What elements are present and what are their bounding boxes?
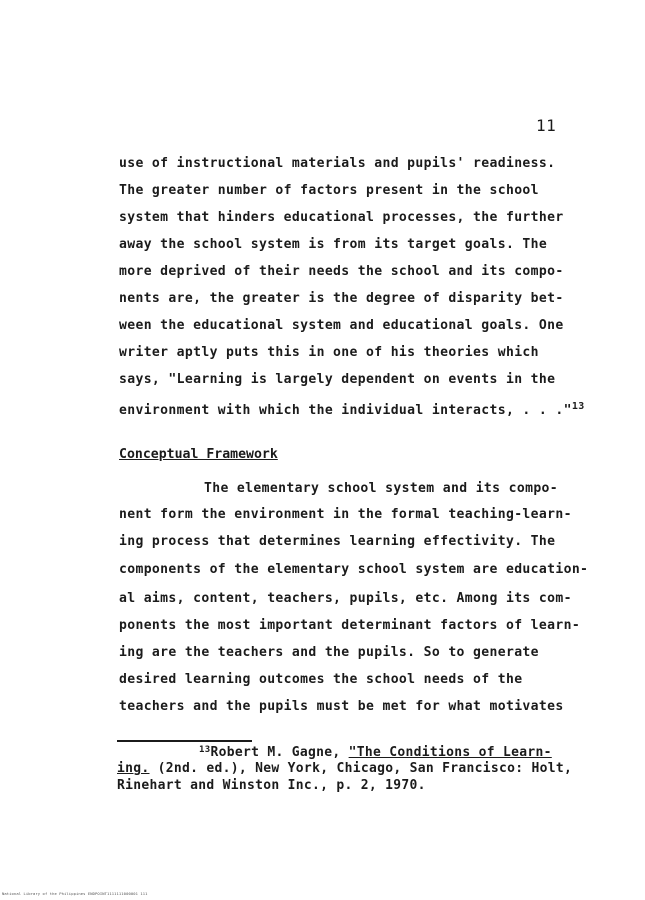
- text-line: nents are, the greater is the degree of disparity bet-: [119, 291, 564, 306]
- text-line: writer aptly puts this in one of his theories which: [119, 345, 539, 360]
- footnote-reference: 13: [571, 401, 585, 412]
- text-line: ing process that determines learning effectivity. The: [119, 534, 556, 549]
- text-line: ween the educational system and educational goals. One: [119, 318, 564, 333]
- footnote-line: [117, 761, 572, 776]
- section-heading: Conceptual Framework: [119, 447, 278, 462]
- text-line: desired learning outcomes the school needs of the: [119, 672, 523, 687]
- text-fragment: environment with which the individual interacts, . . .": [119, 403, 572, 418]
- page-number: 11: [536, 116, 557, 135]
- text-line: away the school system is from its target goals. The: [119, 237, 548, 252]
- text-line: nent form the environment in the formal teaching-learn-: [119, 507, 572, 522]
- footnote-marker: 13: [199, 745, 211, 755]
- footnote-title-continued: ing.: [117, 761, 150, 776]
- text-line: ponents the most important determinant factors of learn-: [119, 618, 581, 633]
- text-line: use of instructional materials and pupils' readiness.: [119, 156, 556, 171]
- text-line: The elementary school system and its compo-: [204, 481, 559, 496]
- footnote-divider: [117, 740, 252, 742]
- text-line: The greater number of factors present in the school: [119, 183, 539, 198]
- text-line: system that hinders educational processes, the further: [119, 210, 564, 225]
- text-line: says, "Learning is largely dependent on events in the: [119, 372, 556, 387]
- text-line: al aims, content, teachers, pupils, etc. Among its com-: [119, 591, 572, 606]
- text-line: more deprived of their needs the school and its compo-: [119, 264, 564, 279]
- text-line: components of the elementary school system are education-: [119, 562, 589, 577]
- text-line: ing are the teachers and the pupils. So to generate: [119, 645, 539, 660]
- footnote-author: Robert M. Gagne,: [210, 745, 341, 760]
- footnote-publication: (2nd. ed.), New York, Chicago, San Francisco: Holt,: [157, 761, 573, 776]
- footnote-title: "The Conditions of Learn-: [348, 745, 552, 760]
- archive-footer: National Library of the Philippines ENDPOINT1111111000001 111: [2, 891, 148, 896]
- text-line: teachers and the pupils must be met for what motivates: [119, 699, 564, 714]
- footnote-line: Rinehart and Winston Inc., p. 2, 1970.: [117, 778, 426, 793]
- footnote-line: [199, 743, 552, 760]
- text-line-with-footnote-ref: [119, 399, 585, 419]
